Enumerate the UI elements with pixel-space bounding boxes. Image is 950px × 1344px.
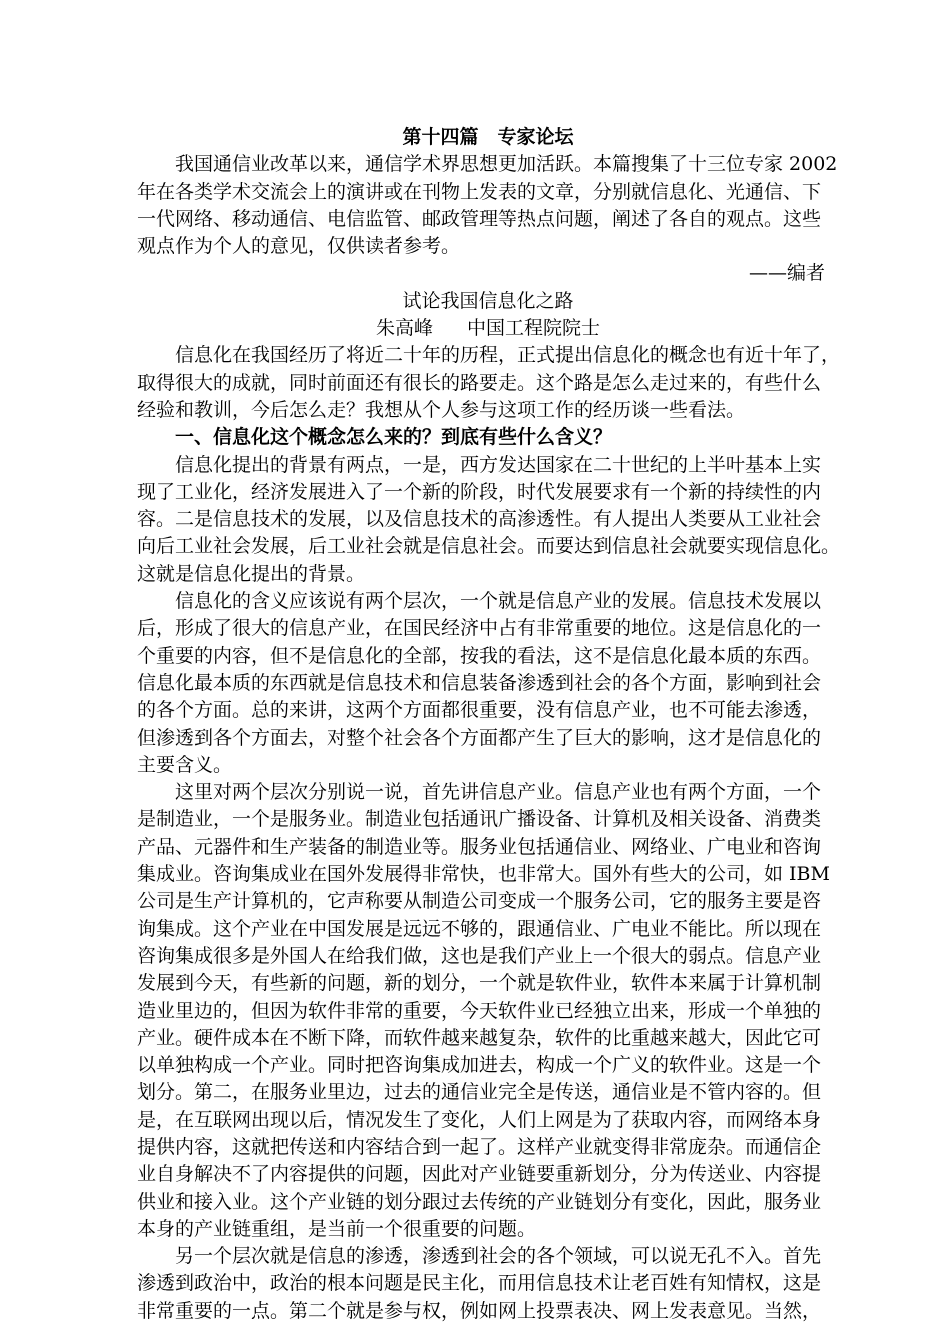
body-line: 取得很大的成就，同时前面还有很长的路要走。这个路是怎么走过来的，有些什么 [137,371,822,394]
body-line: 是，在互联网出现以后，情况发生了变化，人们上网是为了获取内容，而网络本身 [137,1108,822,1131]
body-line: 现了工业化，经济发展进入了一个新的阶段，时代发展要求有一个新的持续性的内 [137,480,822,503]
section-title: 第十四篇 专家论坛 [402,126,574,148]
body-line: 询集成。这个产业在中国发展是远远不够的，跟通信业、广电业不能比。所以现在 [137,917,822,940]
author-title: 中国工程院院士 [467,317,601,340]
body-line: 信息化在我国经历了将近二十年的历程，正式提出信息化的概念也有近十年了， [175,344,841,367]
body-line: 这里对两个层次分别说一说，首先讲信息产业。信息产业也有两个方面，一个 [175,781,822,804]
body-line: 但渗透到各个方面去，对整个社会各个方面都产生了巨大的影响，这才是信息化的 [137,726,822,749]
intro-paragraph [137,151,839,260]
article-body [137,342,839,1325]
body-line: 信息化提出的背景有两点，一是，西方发达国家在二十世纪的上半叶基本上实 [175,453,822,476]
body-line: 的各个方面。总的来讲，这两个方面都很重要，没有信息产业，也不可能去渗透， [137,699,822,722]
body-line: 提供内容，这就把传送和内容结合到一起了。这样产业就变得非常庞杂。而通信企 [137,1135,822,1158]
byline [137,315,839,342]
body-line: 信息化的含义应该说有两个层次，一个就是信息产业的发展。信息技术发展以 [175,590,822,613]
body-line: 经验和教训，今后怎么走？我想从个人参与这项工作的经历谈一些看法。 [137,398,746,421]
body-line: 向后工业社会发展，后工业社会就是信息社会。而要达到信息社会就要实现信息化。 [137,535,841,558]
editor-signature: ——编者 [748,262,825,285]
body-line: 后，形成了很大的信息产业，在国民经济中占有非常重要的地位。这是信息化的一 [137,617,822,640]
body-line: 咨询集成很多是外国人在给我们做，这也是我们产业上一个很大的弱点。信息产业 [137,944,822,967]
body-line: 发展到今天，有些新的问题，新的划分，一个就是软件业，软件本来属于计算机制 [137,972,822,995]
body-line: 主要含义。 [137,753,233,776]
document-page [137,124,839,1325]
section-heading: 一、信息化这个概念怎么来的？到底有些什么含义？ [175,426,613,449]
body-line: 另一个层次就是信息的渗透，渗透到社会的各个领域，可以说无孔不入。首先 [175,1245,822,1268]
body-line: 产业。硬件成本在不断下降，而软件越来越复杂，软件的比重越来越大，因此它可 [137,1026,822,1049]
intro-line: 年在各类学术交流会上的演讲或在刊物上发表的文章，分别就信息化、光通信、下 [137,180,822,203]
body-line: 供业和接入业。这个产业链的划分跟过去传统的产业链划分有变化，因此，服务业 [137,1190,822,1213]
body-line: 渗透到政治中，政治的根本问题是民主化，而用信息技术让老百姓有知情权，这是 [137,1272,822,1295]
author-name: 朱高峰 [375,317,433,340]
body-line: 产品、元器件和生产装备的制造业等。服务业包括通信业、网络业、广电业和咨询 [137,835,822,858]
intro-line: 我国通信业改革以来，通信学术界思想更加活跃。本篇搜集了十三位专家 2002 [175,153,838,176]
body-line: 信息化最本质的东西就是信息技术和信息装备渗透到社会的各个方面，影响到社会 [137,671,822,694]
body-line: 集成业。咨询集成业在国外发展得非常快，也非常大。国外有些大的公司，如 IBM [137,863,830,886]
body-line: 个重要的内容，但不是信息化的全部，按我的看法，这不是信息化最本质的东西。 [137,644,822,667]
body-line: 划分。第二，在服务业里边，过去的通信业完全是传送，通信业是不管内容的。但 [137,1081,822,1104]
body-line: 业自身解决不了内容提供的问题，因此对产业链要重新划分，分为传送业、内容提 [137,1163,822,1186]
body-line: 容。二是信息技术的发展，以及信息技术的高渗透性。有人提出人类要从工业社会 [137,508,822,531]
body-line: 本身的产业链重组，是当前一个很重要的问题。 [137,1217,537,1240]
body-line: 是制造业，一个是服务业。制造业包括通讯广播设备、计算机及相关设备、消费类 [137,808,822,831]
intro-line: 观点作为个人的意见，仅供读者参考。 [137,235,461,258]
body-line: 以单独构成一个产业。同时把咨询集成加进去，构成一个广义的软件业。这是一个 [137,1054,822,1077]
body-line: 非常重要的一点。第二个就是参与权，例如网上投票表决、网上发表意见。当然， [137,1299,822,1322]
body-line: 这就是信息化提出的背景。 [137,562,366,585]
intro-line: 一代网络、移动通信、电信监管、邮政管理等热点问题，阐述了各自的观点。这些 [137,207,822,230]
body-line: 造业里边的，但因为软件非常的重要，今天软件业已经独立出来，形成一个单独的 [137,999,822,1022]
body-line: 公司是生产计算机的，它声称要从制造公司变成一个服务公司，它的服务主要是咨 [137,890,822,913]
article-title: 试论我国信息化之路 [402,289,574,312]
